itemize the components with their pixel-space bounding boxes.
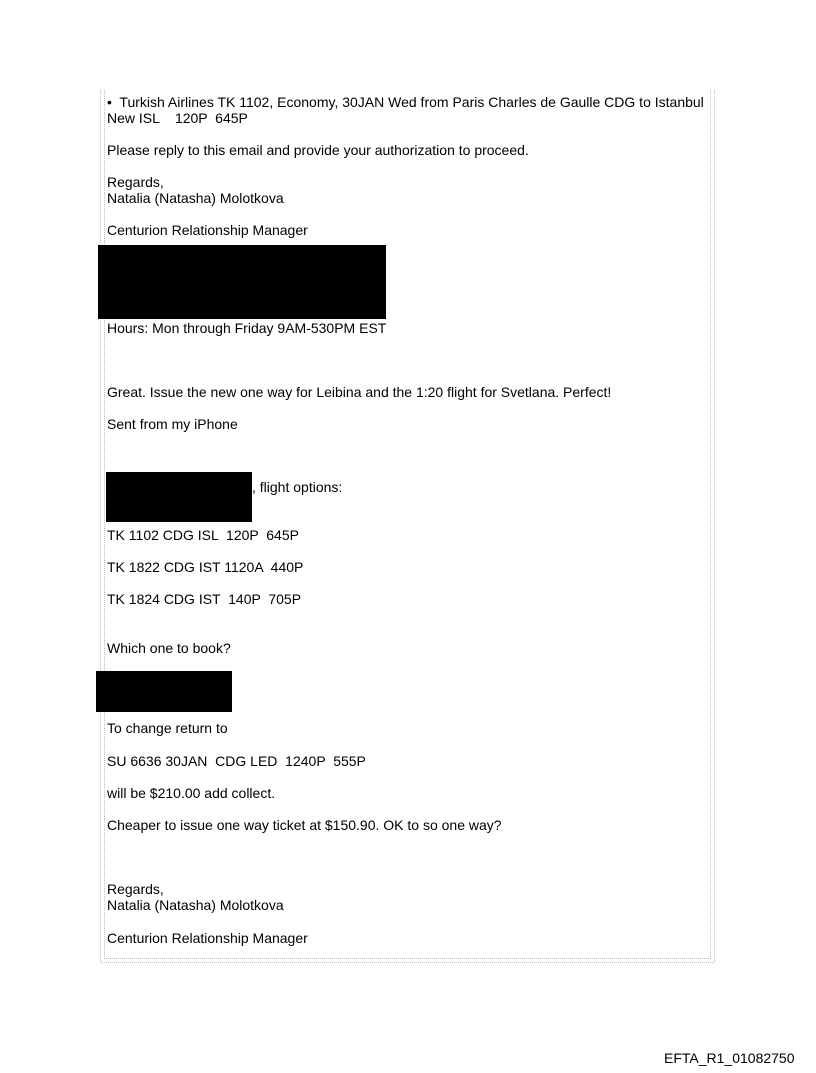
signature-name: Natalia (Natasha) Molotkova (107, 190, 284, 206)
return-change-intro: To change return to (107, 720, 228, 736)
return-change-cost: will be $210.00 add collect. (107, 785, 276, 801)
flight-option-3: TK 1824 CDG IST 140P 705P (107, 591, 302, 607)
booking-question: Which one to book? (107, 640, 231, 656)
signoff: Regards, (107, 174, 164, 190)
return-flight: SU 6636 30JAN CDG LED 1240P 555P (107, 753, 366, 769)
client-approval-body: Great. Issue the new one way for Leibina and the 1:20 flight for Svetlana. Perfect! (107, 384, 612, 400)
flight-proposal-line-1: • Turkish Airlines TK 1102, Economy, 30JAN Wed from Paris Charles de Gaulle CDG to Istanbul (107, 94, 704, 110)
flight-proposal-line-2: New ISL 120P 645P (107, 110, 248, 126)
signature-title: Centurion Relationship Manager (107, 222, 308, 238)
flight-options-label: , flight options: (252, 479, 343, 495)
bates-number: EFTA_R1_01082750 (664, 1050, 795, 1066)
signature-name-2: Natalia (Natasha) Molotkova (107, 897, 284, 913)
signoff-2: Regards, (107, 881, 164, 897)
flight-option-1: TK 1102 CDG ISL 120P 645P (107, 527, 299, 543)
authorization-request: Please reply to this email and provide your authorization to proceed. (107, 142, 529, 158)
flight-option-2: TK 1822 CDG IST 1120A 440P (107, 559, 304, 575)
office-hours: Hours: Mon through Friday 9AM-530PM EST (107, 320, 387, 336)
sent-from-iphone: Sent from my iPhone (107, 416, 238, 432)
redaction-box-recipient-name (106, 472, 252, 522)
redaction-box-contact-info (98, 245, 386, 319)
one-way-alternative: Cheaper to issue one way ticket at $150.90. OK to so one way? (107, 817, 502, 833)
signature-title-2: Centurion Relationship Manager (107, 930, 308, 946)
redaction-box-salutation (96, 671, 232, 712)
